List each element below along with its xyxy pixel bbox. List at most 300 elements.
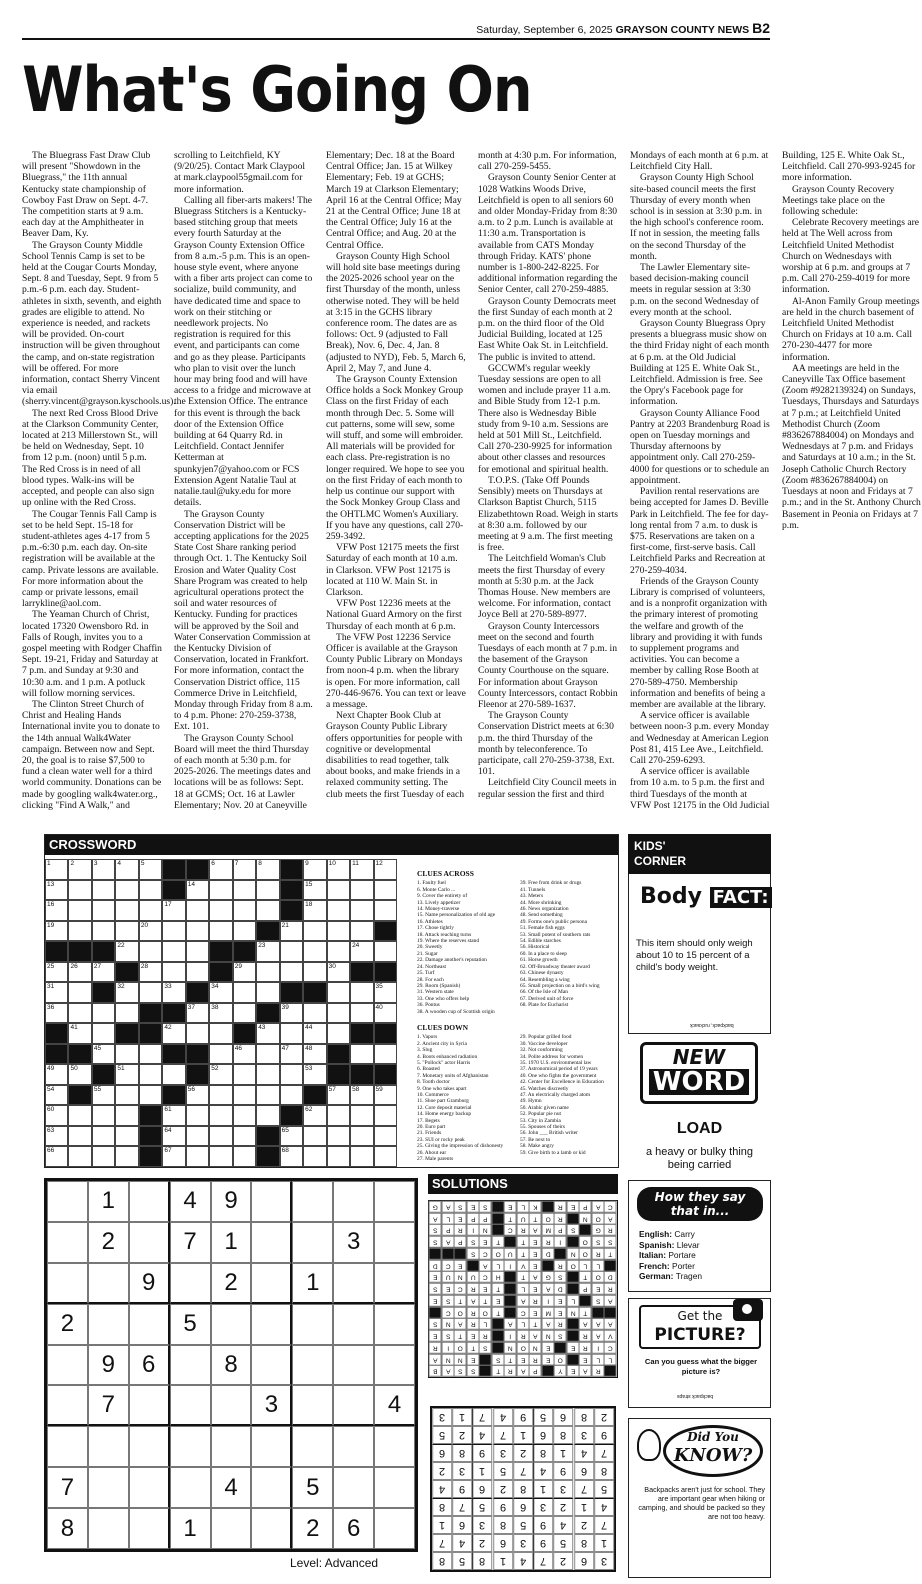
solution-black-cell [604, 1260, 617, 1272]
crossword-cell [350, 1126, 373, 1147]
crossword-cell [280, 1044, 303, 1065]
crossword-cell [280, 1126, 303, 1147]
solution-letter: E [504, 1201, 517, 1213]
solution-digit: 7 [472, 1408, 492, 1426]
sudoku-cell [129, 1508, 170, 1549]
crossword-clue-number: 23 [258, 942, 266, 950]
crossword-clue-number: 29 [234, 962, 242, 970]
solution-letter: R [554, 1213, 567, 1225]
crossword-cell [350, 1105, 373, 1126]
announcement-paragraph: Next Chapter Book Club at Grayson County Public Library offers opportunities for people with cognitive or developmental disabilities to read together, talk about books, and make friends in a relaxed community setting. The club meets the first Tuesday of each month at 4:30 p.m. For information, call 270-259-5455. [326, 150, 617, 800]
clue-across: 39. Free from drink or drugs [520, 880, 582, 887]
solution-letter: R [529, 1295, 542, 1307]
solution-letter: S [454, 1365, 467, 1377]
solution-digit: 3 [493, 1444, 513, 1462]
crossword-clue-number: 4 [117, 860, 122, 867]
solution-letter: T [492, 1236, 505, 1248]
solution-black-cell [579, 1295, 592, 1307]
sudoku-cell [88, 1304, 129, 1345]
crossword-cell [68, 1003, 91, 1024]
translated-word: Carry [674, 1229, 695, 1239]
crossword-cell [233, 1126, 256, 1147]
clue-across: 31. Western state [417, 989, 454, 996]
crossword-cell [256, 1085, 279, 1106]
clue-down: 52. Popular pie nut [520, 1111, 562, 1118]
solution-letter: E [529, 1307, 542, 1319]
solution-letter: S [454, 1201, 467, 1213]
clue-down: 26. About ear [417, 1149, 447, 1156]
solution-letter: T [504, 1213, 517, 1225]
solution-letter: S [479, 1201, 492, 1213]
clue-down: 23. SUI or rocky peak [417, 1136, 465, 1143]
crossword-black-cell [280, 859, 303, 880]
crossword-cell [327, 1003, 350, 1024]
solution-digit: 2 [574, 1516, 594, 1534]
clue-down: 35. 1970 U.S. environmental law [520, 1059, 592, 1066]
fact-answer: backpack, rucksack [690, 1022, 734, 1028]
solution-letter: S [429, 1283, 442, 1295]
solution-black-cell [567, 1236, 580, 1248]
crossword-clue-number: 52 [211, 1065, 219, 1073]
language-name: English: [639, 1229, 675, 1239]
solution-letter: N [567, 1248, 580, 1260]
solution-digit: 4 [594, 1498, 614, 1516]
sudoku-cell: 1 [292, 1263, 333, 1304]
clue-across: 43. Meters [520, 893, 544, 900]
crossword-cell [162, 962, 185, 983]
solution-digit: 9 [533, 1534, 553, 1552]
solution-letter: P [454, 1236, 467, 1248]
crossword-cell [256, 859, 279, 880]
sudoku-cell [333, 1345, 374, 1386]
solution-digit: 5 [594, 1480, 614, 1498]
solution-letter: C [479, 1271, 492, 1283]
crossword-clue-number: 36 [47, 1003, 55, 1011]
solution-digit: 3 [533, 1498, 553, 1516]
crossword-cell [233, 962, 256, 983]
crossword-cell [92, 1023, 115, 1044]
solution-digit: 2 [432, 1462, 452, 1480]
crossword-cell [186, 962, 209, 983]
solution-digit: 8 [574, 1534, 594, 1552]
solution-letter: T [467, 1342, 480, 1354]
crossword-cell [162, 1064, 185, 1085]
crossword-cell [303, 1146, 326, 1167]
crossword-black-cell [350, 1064, 373, 1085]
solution-letter: A [604, 1295, 617, 1307]
crossword-cell [68, 1126, 91, 1147]
solution-letter: A [542, 1318, 555, 1330]
clues-down-list [417, 1034, 617, 1162]
solution-digit: 1 [472, 1462, 492, 1480]
crossword-cell [115, 1126, 138, 1147]
solution-letter: Y [554, 1365, 567, 1377]
crossword-black-cell [186, 1044, 209, 1065]
crossword-clues [417, 871, 617, 1172]
solution-digit: 6 [513, 1498, 533, 1516]
crossword-black-cell [374, 962, 397, 983]
crossword-clue-number: 59 [375, 1085, 383, 1093]
crossword-cell [374, 880, 397, 901]
sudoku-cell [251, 1181, 292, 1222]
solution-letter: R [579, 1342, 592, 1354]
dyk-line2: KNOW? [673, 1445, 753, 1466]
sudoku-cell [251, 1222, 292, 1263]
clue-across: 18. Attack reaching turns [417, 931, 472, 938]
clue-across: 56. Historical [520, 944, 550, 951]
clue-down: 50. Arabic given name [520, 1104, 569, 1111]
crossword-panel [44, 834, 619, 1168]
clue-across: 29. Room (Spanish) [417, 982, 461, 989]
crossword-cell [280, 1146, 303, 1167]
crossword-black-cell [162, 1044, 185, 1065]
crossword-cell [350, 1003, 373, 1024]
crossword-title: CROSSWORD [45, 835, 618, 855]
clue-down: 25. Giving the impression of dishonesty [417, 1143, 504, 1150]
clue-across: 20. Sweetly [417, 944, 443, 951]
crossword-clue-number: 54 [47, 1085, 55, 1093]
solution-letter: C [442, 1307, 455, 1319]
sudoku-cell: 9 [129, 1263, 170, 1304]
solution-black-cell [479, 1354, 492, 1366]
solution-letter: G [542, 1271, 555, 1283]
sudoku-cell [374, 1508, 415, 1549]
clue-down: 4. Boots enhanced radiation [417, 1053, 478, 1060]
sudoku-cell [374, 1467, 415, 1508]
solution-letter: N [579, 1213, 592, 1225]
solution-letter: S [554, 1271, 567, 1283]
solution-digit: 8 [452, 1444, 472, 1462]
crossword-cell [92, 1044, 115, 1065]
crossword-cell [350, 921, 373, 942]
clue-across: 60. In a place to sleep [520, 950, 567, 957]
solution-letter: P [467, 1213, 480, 1225]
crossword-clue-number: 42 [164, 1024, 172, 1032]
solution-letter: U [504, 1248, 517, 1260]
announcement-paragraph: The Lawler Elementary site-based decision-making council meets in regular session at 3:30 p.m. on the second Wednesday of every month at the school. [630, 262, 759, 318]
clues-across-title: CLUES ACROSS [417, 869, 474, 878]
clue-across: 25. Turf [417, 970, 435, 977]
crossword-clue-number: 50 [70, 1065, 78, 1073]
solution-letter: C [604, 1201, 617, 1213]
crossword-clue-number: 51 [117, 1065, 125, 1073]
solution-letter: R [467, 1283, 480, 1295]
crossword-clue-number: 22 [117, 942, 125, 950]
crossword-cell [327, 1105, 350, 1126]
sudoku-cell [170, 1345, 211, 1386]
crossword-cell [233, 982, 256, 1003]
crossword-clue-number: 68 [281, 1147, 289, 1155]
crossword-cell [374, 1126, 397, 1147]
solution-letter: U [467, 1271, 480, 1283]
clue-across: 67. Derived unit of force [520, 995, 574, 1002]
clue-across: 9. Cover the entirety of [417, 893, 468, 900]
solution-letter: T [517, 1248, 530, 1260]
crossword-clue-number: 48 [305, 1044, 313, 1052]
clue-across: 63. Chinese dynasty [520, 970, 564, 977]
crossword-cell [303, 1064, 326, 1085]
solution-digit: 6 [493, 1534, 513, 1552]
crossword-clue-number: 31 [47, 983, 55, 991]
sudoku-cell [292, 1181, 333, 1222]
crossword-cell [374, 1085, 397, 1106]
crossword-cell [115, 1003, 138, 1024]
solution-letter: T [492, 1307, 505, 1319]
announcement-paragraph: The VFW Post 12236 Service Officer is available at the Grayson County Public Library on Mondays from noon-4 p.m. when the library is open. For more information, call 270-446-9676. You can text or leave a message. [326, 631, 466, 710]
solution-letter: S [467, 1236, 480, 1248]
crossword-black-cell [162, 1003, 185, 1024]
crossword-cell [350, 880, 373, 901]
crossword-cell [350, 1044, 373, 1065]
clue-across: 19. Where the reserves stand [417, 938, 480, 945]
solution-digit: 9 [553, 1462, 573, 1480]
solution-letter: E [479, 1236, 492, 1248]
solution-digit: 6 [574, 1552, 594, 1570]
solution-letter: U [517, 1213, 530, 1225]
solution-letter: L [604, 1354, 617, 1366]
solution-digit: 6 [452, 1516, 472, 1534]
solution-letter: A [442, 1365, 455, 1377]
crossword-black-cell [280, 1105, 303, 1126]
solution-letter: S [479, 1342, 492, 1354]
solution-letter: A [429, 1213, 442, 1225]
picture-line1: Get the [677, 1309, 723, 1323]
crossword-cell [68, 859, 91, 880]
crossword-cell [68, 982, 91, 1003]
solution-letter: A [442, 1236, 455, 1248]
crossword-cell [303, 900, 326, 921]
new-word: LOAD [676, 1120, 723, 1137]
solution-digit: 7 [594, 1516, 614, 1534]
crossword-cell [139, 941, 162, 962]
announcement-paragraph: Friends of the Grayson County Library is comprised of volunteers, and is a nonprofit organization with the primary interest of promoting the welfare and growth of the library and providing it with funds to supplement programs and activities. You can become a member by calling Rose Booth at 270-589-4750. Membership information and benefits of being a member are available at the library. [630, 575, 768, 710]
solution-letter: A [579, 1318, 592, 1330]
crossword-cell [327, 859, 350, 880]
solution-letter: D [429, 1260, 442, 1272]
solution-letter: R [517, 1224, 530, 1236]
clue-down: 49. Hymn [520, 1098, 542, 1105]
crossword-cell [256, 962, 279, 983]
crossword-cell [162, 921, 185, 942]
clue-across: 49. Forms one's public persona [520, 918, 587, 925]
translation-row [639, 1250, 767, 1261]
sudoku-cell [292, 1426, 333, 1467]
did-you-know-text: Backpacks aren't just for school. They are important gear when hiking or camping, and should be packed so they are not too heavy. [638, 1485, 765, 1521]
crossword-cell [115, 859, 138, 880]
crossword-clue-number: 39 [281, 1003, 289, 1011]
sudoku-cell: 1 [88, 1181, 129, 1222]
crossword-cell [256, 941, 279, 962]
crossword-cell [374, 1044, 397, 1065]
crossword-cell [162, 941, 185, 962]
solution-digit: 8 [533, 1444, 553, 1462]
solution-letter: N [454, 1354, 467, 1366]
crossword-cell [209, 880, 232, 901]
language-name: German: [639, 1271, 676, 1281]
clue-across: 13. Lively appetizer [417, 899, 461, 906]
crossword-cell [92, 880, 115, 901]
solution-letter: R [604, 1283, 617, 1295]
paper-name: GRAYSON COUNTY NEWS [615, 24, 750, 36]
solution-letter: N [542, 1330, 555, 1342]
clue-down: 56. John ___ British writer [520, 1130, 578, 1137]
solution-digit: 9 [472, 1444, 492, 1462]
solution-letter: P [529, 1365, 542, 1377]
solution-letter: B [429, 1365, 442, 1377]
translation-row [639, 1229, 767, 1240]
sudoku-cell [333, 1426, 374, 1467]
crossword-black-cell [209, 962, 232, 983]
solution-letter: L [517, 1318, 530, 1330]
crossword-cell [68, 1146, 91, 1167]
crossword-cell [327, 1085, 350, 1106]
clue-down: 8. Tooth doctor [417, 1079, 450, 1086]
solution-letter: A [529, 1224, 542, 1236]
crossword-cell [139, 859, 162, 880]
solution-letter: E [567, 1201, 580, 1213]
sudoku-solution [430, 1406, 616, 1572]
solution-black-cell [492, 1342, 505, 1354]
announcement-paragraph: Grayson County Senior Center at 1028 Watkins Woods Drive, Leitchfield is open to all seniors 60 and older Monday-Friday from 8:30 a.m. to 2 p.m. Lunch is available at 11:30 a.m. Transportation is available from CATS Monday through Friday. KATS' phone number is 1-800-242-8225. For additional information regarding the Senior Center, call 270-259-4885. [478, 172, 618, 296]
crossword-cell [139, 1044, 162, 1065]
clue-across: 65. Small projection on a bird's wing [520, 982, 600, 989]
solution-digit: 5 [472, 1498, 492, 1516]
crossword-clue-number: 55 [93, 1085, 102, 1093]
crossword-cell [115, 1044, 138, 1065]
how-they-say-panel [628, 1180, 771, 1292]
clues-across-list [417, 880, 617, 1015]
solution-letter: R [579, 1330, 592, 1342]
picture-line2: PICTURE? [654, 1325, 746, 1345]
solution-letter: R [592, 1248, 605, 1260]
crossword-clue-number: 37 [187, 1003, 196, 1011]
solution-digit: 5 [493, 1462, 513, 1480]
clue-across: 14. Money-traverse [417, 906, 460, 913]
translated-word: Porter [672, 1260, 695, 1271]
sudoku-cell [251, 1467, 292, 1508]
get-the-picture-panel [628, 1298, 771, 1408]
sudoku-cell [292, 1385, 333, 1426]
sudoku-cell: 7 [88, 1385, 129, 1426]
solution-digit: 2 [472, 1534, 492, 1552]
sudoku-grid [44, 1178, 418, 1552]
sudoku-cell [251, 1345, 292, 1386]
sudoku-cell [374, 1222, 415, 1263]
crossword-clue-number: 61 [164, 1106, 172, 1114]
sudoku-cell [88, 1467, 129, 1508]
crossword-cell [209, 859, 232, 880]
crossword-clue-number: 40 [375, 1003, 383, 1011]
solution-letter: D [604, 1271, 617, 1283]
crossword-cell [209, 1085, 232, 1106]
crossword-cell [233, 900, 256, 921]
solution-black-cell [567, 1354, 580, 1366]
sudoku-cell [292, 1222, 333, 1263]
clue-across: 48. Send something [520, 912, 563, 919]
body-fact-text: This item should only weigh about 10 to 15 percent of a child's body weight. [636, 938, 753, 973]
clue-down: 11. Shoe part Gramburg [417, 1098, 469, 1105]
crossword-cell [186, 1085, 209, 1106]
announcement-paragraph: Celebrate Recovery meetings are held at The Well across from Leitchfield United Methodist Church on Wednesdays with worship at 6 p.m. and groups at 7 p.m. Call 270-259-4019 for more information. [782, 217, 920, 296]
solution-digit: 8 [493, 1516, 513, 1534]
sudoku-cell [374, 1181, 415, 1222]
crossword-clue-number: 16 [47, 901, 55, 909]
sudoku-cell [88, 1508, 129, 1549]
sudoku-cell [47, 1426, 88, 1467]
crossword-cell [186, 941, 209, 962]
sudoku-cell [374, 1426, 415, 1467]
solution-digit: 8 [574, 1408, 594, 1426]
solution-letter: S [592, 1236, 605, 1248]
solution-black-cell [479, 1365, 492, 1377]
crossword-black-cell [233, 1023, 256, 1044]
crossword-cell [162, 1023, 185, 1044]
crossword-black-cell [256, 1126, 279, 1147]
announcement-paragraph: The Clinton Street Church of Christ and Healing Hands International invite you to donate to the 14th annual Walk4Water campaign. Between now and Sept. 20, the goal is to raise $7,500 to fund a clean water well for a third world community. Donations can be made by googling walk4water.org., clicking "Find A Walk," and scrolling to Leitchfield, KY (9/20/25). Contact Mark Claypool at mark.claypool55gmail.com for more information. [22, 150, 306, 811]
crossword-clue-number: 15 [305, 880, 313, 888]
clue-down: 10. Commerce [417, 1092, 449, 1098]
solution-letter: D [542, 1248, 555, 1260]
crossword-cell [45, 962, 68, 983]
new-word-badge [640, 1042, 758, 1104]
solution-letter: A [529, 1330, 542, 1342]
crossword-cell [327, 1023, 350, 1044]
solution-digit: 9 [594, 1426, 614, 1444]
solution-letter: P [579, 1283, 592, 1295]
solution-letter: C [479, 1248, 492, 1260]
crossword-cell [115, 941, 138, 962]
say-title-3: that in... [670, 1204, 730, 1218]
solution-digit: 8 [594, 1462, 614, 1480]
picture-answer: backpack straps [677, 1393, 714, 1399]
solution-letter: A [579, 1365, 592, 1377]
page-number: B2 [752, 20, 770, 36]
announcement-paragraph: The Bluegrass Fast Draw Club will present "Showdown in the Bluegrass," the 11th annual Kentucky state championship of Cowboy Fast Draw on Sept. 4-7. The competition starts at 9 a.m. each day at the Amphitheater in Beaver Dam, Ky. [22, 150, 151, 240]
solution-letter: E [517, 1354, 530, 1366]
crossword-cell [92, 921, 115, 942]
solution-digit: 4 [452, 1534, 472, 1552]
solution-digit: 5 [553, 1534, 573, 1552]
crossword-cell [303, 962, 326, 983]
solution-black-cell [567, 1318, 580, 1330]
sudoku-level: Level: Advanced [290, 1556, 379, 1570]
sudoku-cell: 2 [292, 1508, 333, 1549]
solution-black-cell [442, 1248, 455, 1260]
translated-word: Tragen [675, 1271, 703, 1281]
language-name: Spanish: [639, 1239, 677, 1250]
crossword-clue-number: 10 [328, 860, 336, 867]
say-title-2: say [722, 1190, 746, 1204]
solution-digit: 8 [553, 1426, 573, 1444]
crossword-black-cell [68, 941, 91, 962]
crossword-black-cell [327, 1044, 350, 1065]
announcement-paragraph: The Cougar Tennis Fall Camp is set to be held Sept. 15-18 for student-athletes ages 4-17 from 5 p.m.-6:30 p.m. each day. On-site registration will be available at the camp. Private lessons are available. For more information about the camp or private lessons, email larrykline@aol.com. [22, 508, 159, 610]
crossword-black-cell [115, 962, 138, 983]
crossword-cell [350, 982, 373, 1003]
sudoku-cell [211, 1385, 252, 1426]
crossword-clue-number: 32 [117, 983, 125, 991]
crossword-cell [45, 1126, 68, 1147]
crossword-cell [45, 921, 68, 942]
crossword-cell [256, 880, 279, 901]
sudoku-cell [170, 1426, 211, 1467]
announcement-paragraph: The Grayson County Middle School Tennis Camp is set to be held at the Cougar Courts Monday, Sept. 8 and Tuesday, Sept. 9 from 5 p.m.-6 p.m. each day. Student-athletes in sixth, seventh, and eighth grades are eligible to attend. No experience is needed, and rackets will be provided. On-court instruction will be given throughout the camp, and on-state registration will be offered. For more information, contact Sherry Vincent via email (sherry.vincent@grayson.kyschools.us). [22, 239, 176, 408]
clue-down: 2. Ancient city in Syria [417, 1040, 467, 1047]
solution-letter: R [504, 1365, 517, 1377]
clue-down: 27. Male parents [417, 1156, 454, 1163]
crossword-black-cell [209, 941, 232, 962]
crossword-clue-number: 2 [70, 860, 75, 867]
